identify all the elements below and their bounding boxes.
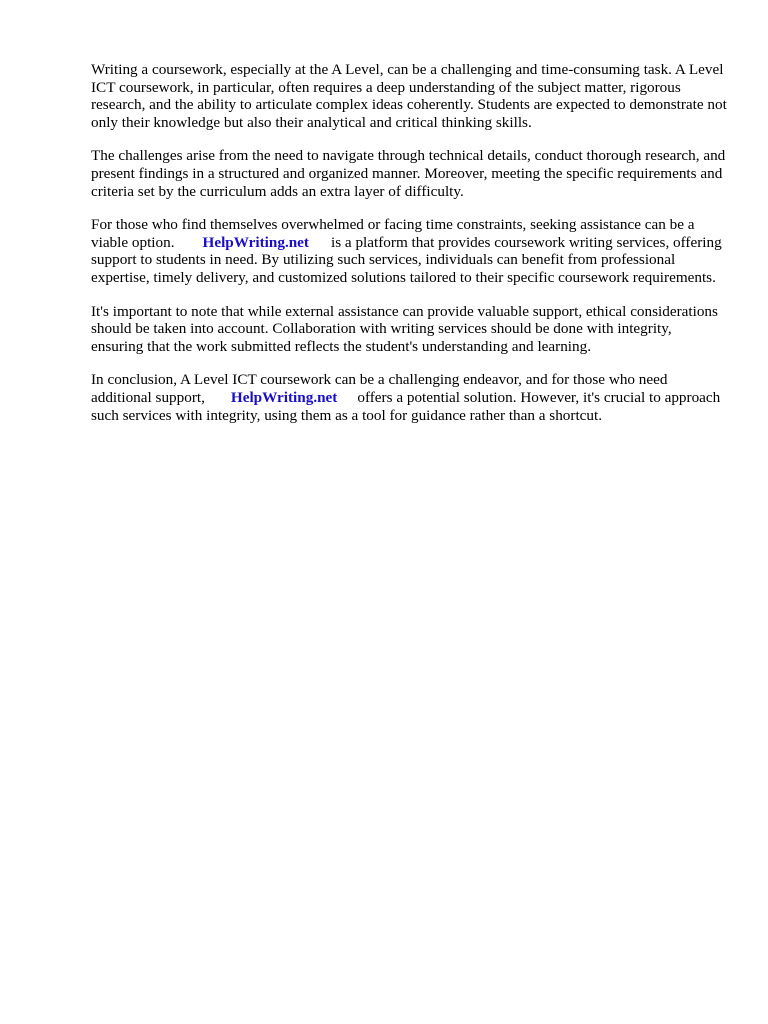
paragraph-conclusion-text-after: offers a potential solution. However, it's crucial to approach such services with integrity, using them as a tool for guidance rather than a shortcut. [91, 388, 721, 424]
helpwriting-link[interactable]: HelpWriting.net [202, 233, 309, 251]
document-body [91, 61, 727, 440]
paragraph-assistance-text-after: is a platform that provides coursework writing services, offering support to students in need. By utilizing such services, individuals can benefit from professional expertise, timely delivery, and customized solutions tailored to their specific coursework requirements. [91, 233, 722, 286]
paragraph-challenges: The challenges arise from the need to navigate through technical details, conduct thorough research, and present findings in a structured and organized manner. Moreover, meeting the specific requirements and criteria set by the curriculum adds an extra layer of difficulty. [91, 147, 726, 200]
paragraph-assistance-text-before: For those who find themselves overwhelmed or facing time constraints, seeking assistance can be a viable option. [91, 216, 695, 251]
paragraph-assistance [91, 216, 727, 286]
paragraph-ethics: It's important to note that while external assistance can provide valuable support, ethical considerations should be taken into account. Collaboration with writing services should be done with integrity, ensuring that the work submitted reflects the student's understanding and learning. [91, 302, 718, 355]
paragraph-conclusion [91, 371, 727, 424]
paragraph-conclusion-text-before: In conclusion, A Level ICT coursework can be a challenging endeavor, and for those who need additional support, [91, 371, 668, 406]
helpwriting-link-conclusion[interactable]: HelpWriting.net [230, 388, 338, 406]
paragraph-intro: Writing a coursework, especially at the A Level, can be a challenging and time-consuming task. A Level ICT coursework, in particular, often requires a deep understanding of the subject matter, rigorous research, and the ability to articulate complex ideas coherently. Students are expected to demonstrate not only their knowledge but also their analytical and critical thinking skills. [91, 61, 727, 131]
